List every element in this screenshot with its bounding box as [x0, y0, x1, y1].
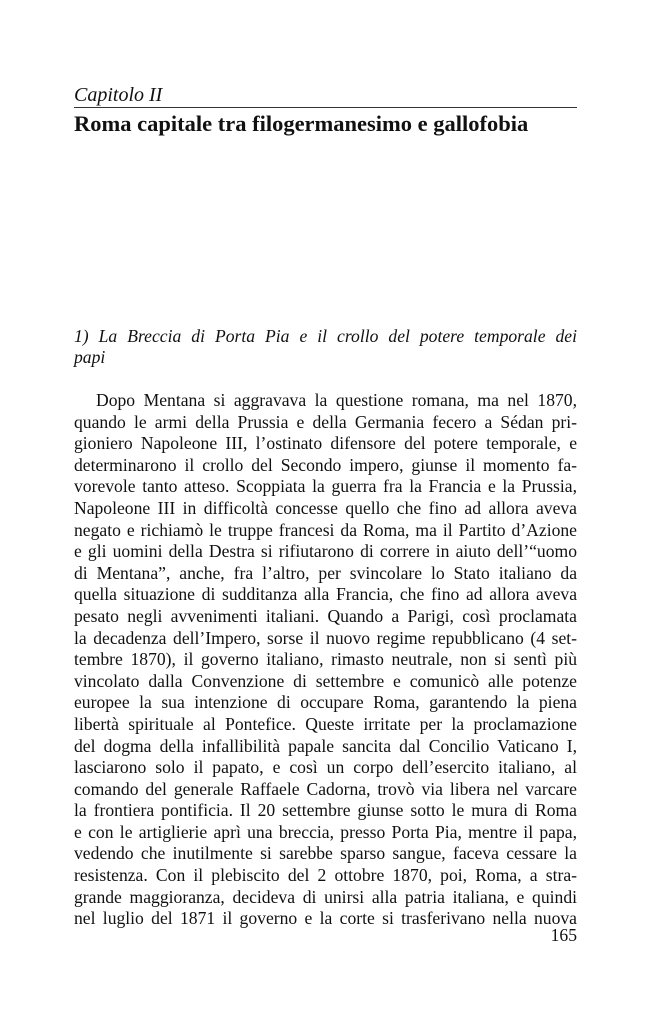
body-line: comando del generale Raffaele Cadorna, trovò via libera nel varcare — [74, 778, 577, 799]
body-line: vedendo che inutilmente si sarebbe sparso sangue, faceva cessare la — [74, 843, 577, 864]
body-line: Napoleone III in difficoltà concesse quello che fino ad allora aveva — [74, 497, 577, 518]
body-line: tembre 1870), il governo italiano, rimasto neutrale, non si sentì più — [74, 649, 577, 670]
body-line: negato e richiamò le truppe francesi da Roma, ma il Partito d’Azione — [74, 519, 577, 540]
body-line: lasciarono solo il papato, e così un corpo dell’esercito italiano, al — [74, 757, 577, 778]
body-line: Dopo Mentana si aggravava la questione romana, ma nel 1870, — [96, 390, 577, 410]
body-line: determinarono il crollo del Secondo impero, giunse il momento fa- — [74, 454, 577, 475]
body-line: la decadenza dell’Impero, sorse il nuovo regime repubblicano (4 set- — [74, 627, 577, 648]
body-line: europee la sua intenzione di occupare Roma, garantendo la piena — [74, 692, 577, 713]
body-line: libertà spirituale al Pontefice. Queste irritate per la proclamazione — [74, 713, 577, 734]
body-line: quando le armi della Prussia e della Germania fecero a Sédan pri- — [74, 411, 577, 432]
body-line: quella situazione di sudditanza alla Francia, che fino ad allora aveva — [74, 584, 577, 605]
body-line: la frontiera pontificia. Il 20 settembre giunse sotto le mura di Roma — [74, 800, 577, 821]
chapter-label: Capitolo II — [74, 84, 163, 106]
section-heading-line-1: 1) La Breccia di Porta Pia e il crollo del potere temporale dei — [74, 326, 577, 346]
chapter-title: Roma capitale tra filogermanesimo e gallofobia — [74, 111, 529, 136]
body-line: di Mentana”, anche, fra l’altro, per svincolare lo Stato italiano da — [74, 562, 577, 583]
body-line: grande maggioranza, decideva di unirsi alla patria italiana, e quindi — [74, 886, 577, 907]
body-line: e con le artiglierie aprì una breccia, presso Porta Pia, mentre il papa, — [74, 821, 577, 842]
body-line: nel luglio del 1871 il governo e la corte si trasferivano nella nuova — [74, 908, 577, 929]
body-line: pesato negli avvenimenti italiani. Quando a Parigi, così proclamata — [74, 605, 577, 626]
body-line: vincolato dalla Convenzione di settembre e comunicò alle potenze — [74, 670, 577, 691]
body-line: del dogma della infallibilità papale sancita dal Concilio Vaticano I, — [74, 735, 577, 756]
page-number: 165 — [550, 925, 577, 945]
body-line: resistenza. Con il plebiscito del 2 ottobre 1870, poi, Roma, a stra- — [74, 865, 577, 886]
body-line: gioniero Napoleone III, l’ostinato difensore del potere temporale, e — [74, 433, 577, 454]
body-text — [74, 390, 577, 930]
header-rule — [74, 107, 577, 108]
section-heading-line-2: papi — [74, 347, 106, 367]
body-line: vorevole tanto atteso. Scoppiata la guerra fra la Francia e la Prussia, — [74, 476, 577, 497]
body-line: e gli uomini della Destra si rifiutarono di correre in aiuto dell’“uomo — [74, 541, 577, 562]
